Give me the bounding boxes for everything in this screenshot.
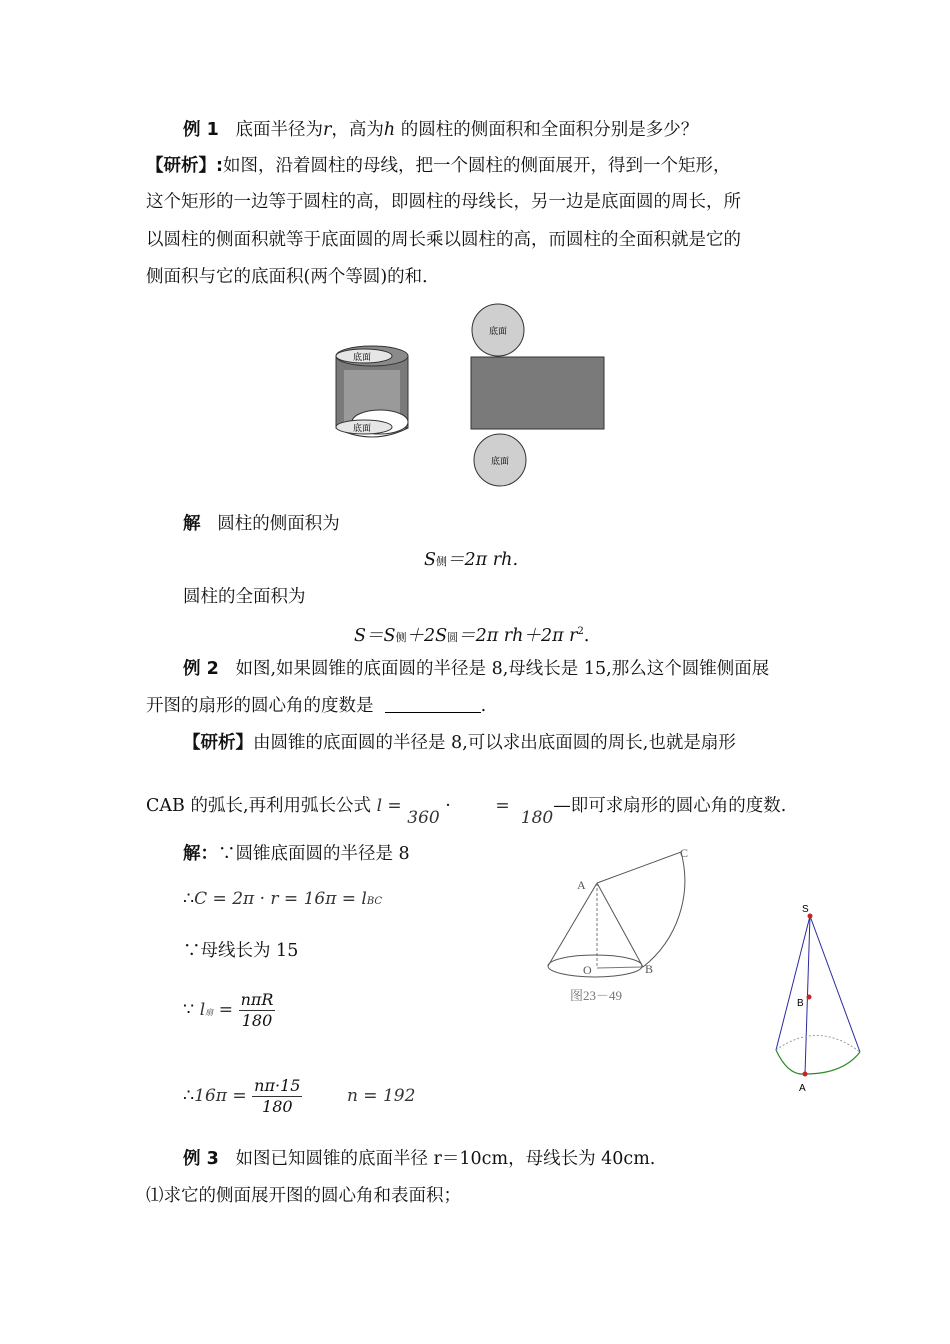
- cone3-B-label: B: [797, 998, 804, 1009]
- cone3-left-edge: [776, 916, 810, 1050]
- fraction-angle: $\frac{n\pi\cdot 15}{180}$: [254, 1076, 301, 1116]
- analysis1-line1: 【研析】:如图，沿着圆柱的母线，把一个圆柱的侧面展开，得到一个矩形，: [146, 156, 731, 176]
- analysis2-line1: 【研析】由圆锥的底面圆的半径是 8,可以求出底面圆的周长,也就是扇形: [183, 733, 736, 753]
- analysis2-tag: 【研析】: [183, 733, 253, 753]
- cone3-base-arc-front: [776, 1050, 860, 1074]
- cone-radius: [597, 967, 643, 968]
- figure-caption: 图23－49: [570, 988, 623, 1003]
- cone-slant-figure: [768, 898, 868, 1098]
- solution2-step4: ∵ l扇 = $\frac{\text{nπR}}{180}$: [183, 990, 274, 1030]
- analysis1-tag: 【研析】:: [146, 156, 223, 176]
- example1-question: 例 1 底面半径为r，高为h 的圆柱的侧面积和全面积分别是多少？: [183, 120, 699, 140]
- solution2-step1: 解：∵圆锥底面圆的半径是 8: [183, 844, 410, 864]
- example2-question-line2: 开图的扇形的圆心角的度数是 .: [146, 696, 487, 716]
- solution1-total-intro: 圆柱的全面积为: [183, 587, 306, 607]
- solution1-formula2: S＝S侧＋2S圆＝2π rh＋2π $r^2$．: [354, 625, 602, 646]
- net-bottom-circle-label: 底面: [491, 456, 510, 466]
- solution1-label: 解: [183, 514, 201, 534]
- sector-arc: [597, 852, 685, 967]
- solution2-step5: ∴16π = $\frac{n\pi\cdot 15}{180}$ n = 192: [183, 1076, 416, 1116]
- example3-question: 例 3 如图已知圆锥的底面半径 r＝10cm，母线长为 40cm.: [183, 1149, 656, 1169]
- example2-question-line1: 例 2 如图,如果圆锥的底面圆的半径是 8,母线长是 15,那么这个圆锥侧面展: [183, 659, 770, 679]
- cone-right-slant: [597, 883, 643, 967]
- cone3-point-B: [807, 995, 812, 1000]
- answer-blank: [385, 696, 481, 713]
- cone3-S-label: S: [802, 904, 809, 915]
- point-B-label: B: [645, 962, 654, 976]
- cone3-base-arc-back: [776, 1035, 860, 1052]
- cone-base-ellipse: [548, 955, 642, 977]
- net-top-circle-label: 底面: [489, 326, 508, 336]
- solution1-intro: 解 圆柱的侧面积为: [183, 514, 340, 534]
- analysis1-line4: 侧面积与它的底面积(两个等圆)的和．: [146, 267, 440, 287]
- cone-sector-figure: [540, 842, 700, 1012]
- analysis2-line2: CAB 的弧长,再利用弧长公式 l = 360 · = 180—即可求扇形的圆心角的度数.: [146, 796, 787, 828]
- cone3-A-label: A: [799, 1083, 806, 1094]
- point-A-label: A: [577, 878, 586, 892]
- cylinder-bottom-base-label: 底面: [353, 423, 372, 433]
- cone-left-slant: [548, 883, 597, 966]
- fraction-arc-length: $\frac{\text{nπR}}{180}$: [240, 990, 274, 1030]
- solution2-step2: ∴C = 2π · r = 16π = lBC: [183, 889, 383, 909]
- example3-subquestion1: ⑴求它的侧面展开图的圆心角和表面积；: [146, 1186, 461, 1206]
- cylinder-top-base-label: 底面: [353, 352, 372, 362]
- example2-label: 例 2: [183, 659, 219, 679]
- cylinder-net-figure: [320, 300, 640, 490]
- cone3-point-A: [803, 1072, 808, 1077]
- solution2-step3: ∵母线长为 15: [183, 941, 299, 961]
- analysis1-line3: 以圆柱的侧面积就等于底面圆的周长乘以圆柱的高，而圆柱的全面积就是它的: [146, 230, 741, 250]
- analysis1-line2: 这个矩形的一边等于圆柱的高，即圆柱的母线长，另一边是底面圆的周长，所: [146, 192, 741, 212]
- example1-label: 例 1: [183, 120, 219, 140]
- example3-label: 例 3: [183, 1149, 219, 1169]
- point-C-label: C: [680, 846, 689, 860]
- solution1-formula1: S侧＝2π rh．: [424, 550, 530, 570]
- net-rectangle: [471, 357, 604, 429]
- point-O-label: O: [583, 963, 592, 977]
- cone3-right-edge: [810, 916, 860, 1052]
- solution2-label: 解：: [183, 844, 218, 864]
